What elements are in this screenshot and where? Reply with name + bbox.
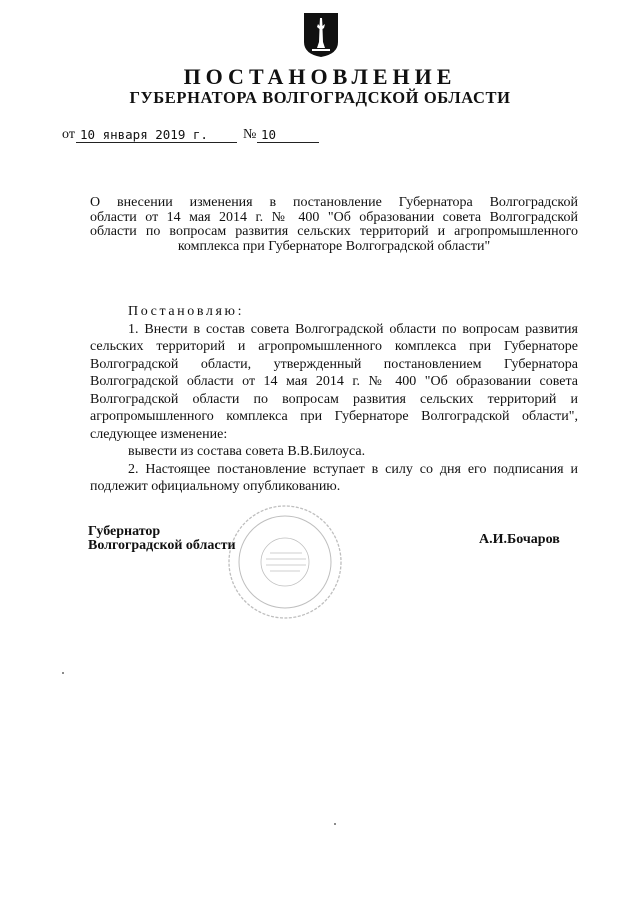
document-number: 10 xyxy=(257,127,319,143)
official-seal-stamp xyxy=(226,503,344,621)
signatory-title xyxy=(88,525,236,553)
document-title: ПОСТАНОВЛЕНИЕ xyxy=(183,64,457,89)
signatory-title-line: Губернатор xyxy=(88,524,161,539)
body-item-2: 2. Настоящее постановление вступает в силу со дня его подписания и подлежит официальному опубликованию. xyxy=(90,461,578,494)
subject-line: области от 14 мая 2014 г. № 400 "Об образовании совета Волгоградской xyxy=(90,209,578,225)
subject-line: О внесении изменения в постановление Губернатора Волгоградской xyxy=(90,195,578,210)
signatory-title-line: Волгоградской области xyxy=(88,538,236,553)
document-subject xyxy=(90,196,578,254)
document-subtitle: ГУБЕРНАТОРА ВОЛГОГРАДСКОЙ ОБЛАСТИ xyxy=(129,88,511,107)
signatory-name: А.И.Бочаров xyxy=(479,532,560,547)
body-item-1: 1. Внести в состав совета Волгоградской области по вопросам развития сельских территорий и агропромышленного комплекса при Губернаторе Волгоградской области, утвержденный постановлением Губернатора Волгоградской области от 14 мая 2014 г. № 400 "Об образовании совета Волгоградской области по вопросам развития сельских территорий и агропромышленного комплекса при Губернаторе Волгоградской области", следующее изменение: xyxy=(90,321,578,442)
document-body xyxy=(90,303,578,496)
subject-line: области по вопросам развития сельских территорий и агропромышленного xyxy=(90,224,578,239)
document-date: 10 января 2019 г. xyxy=(76,127,237,143)
body-item-1-change: вывести из состава совета В.В.Билоуса. xyxy=(128,444,366,459)
scan-speck xyxy=(62,672,64,674)
decree-word: Постановляю: xyxy=(128,304,245,319)
subject-line: комплекса при Губернаторе Волгоградской области" xyxy=(177,238,491,254)
scan-speck xyxy=(334,823,336,825)
registration-line xyxy=(62,127,342,147)
coat-of-arms-emblem xyxy=(303,12,339,58)
date-prefix-label: от xyxy=(62,127,75,142)
number-label: № xyxy=(243,127,257,142)
